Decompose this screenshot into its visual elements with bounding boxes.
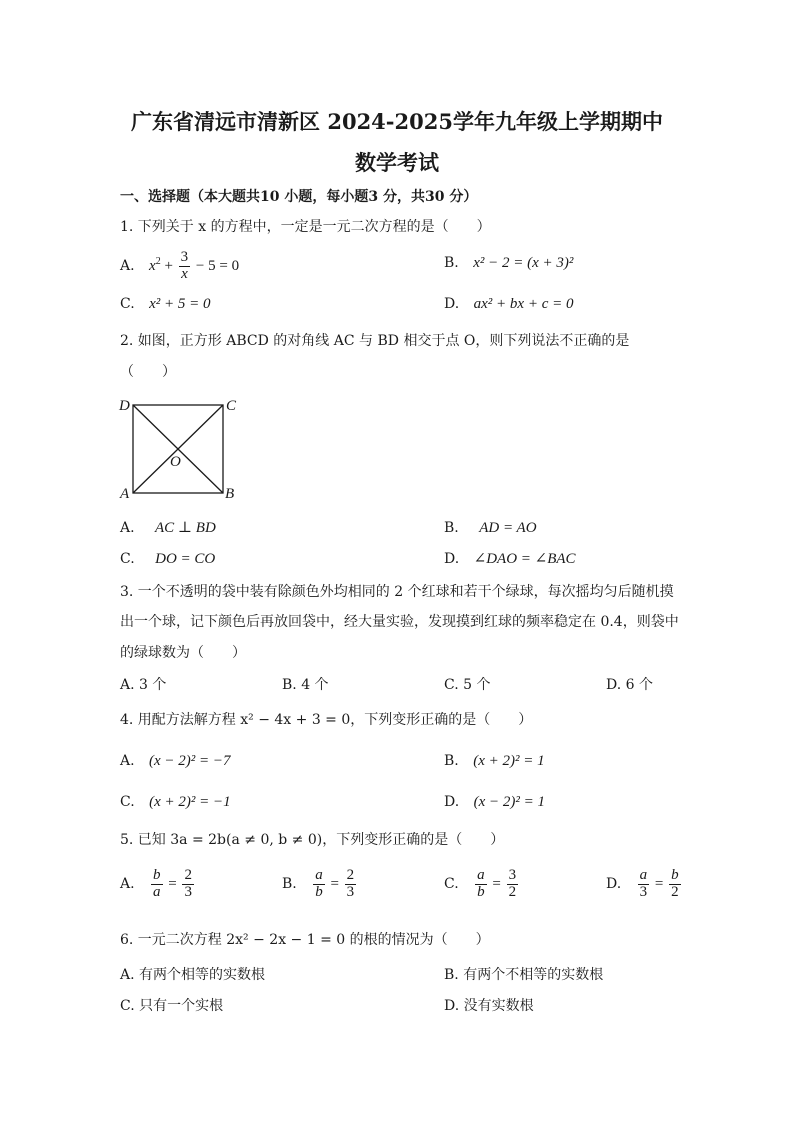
option-label: A. [120, 753, 135, 769]
section-heading: 一、选择题（本大题共10 小题，每小题3 分，共30 分） [120, 189, 478, 205]
option-label: D. [444, 296, 460, 312]
option-label: D. [606, 875, 622, 892]
option-label: A. [120, 257, 135, 274]
option-label: C. [120, 296, 135, 312]
math-expression: AC ⊥ BD [155, 520, 216, 536]
question-3-option-b: B. 4 个 [282, 677, 329, 693]
math-expression: $\frac{a}{3}$ = $\frac{b}{2}$ [639, 867, 679, 900]
question-4-option-a [120, 751, 231, 771]
math-expression: (x − 2)² = −7 [149, 753, 231, 769]
question-3-option-a: A. 3 个 [120, 677, 167, 693]
math-expression: $\frac{a}{b}$ = $\frac{3}{2}$ [477, 867, 517, 900]
question-3-option-c: C. 5 个 [444, 677, 491, 693]
option-label: B. [444, 520, 459, 536]
question-1-option-a [120, 250, 239, 283]
option-label: C. [120, 794, 135, 810]
question-3-stem-line-1: 3. 一个不透明的袋中装有除颜色外均相同的 2 个红球和若干个绿球，每次摇均匀后随机摸 [120, 584, 674, 600]
square-figure [115, 394, 245, 506]
label-d: D [119, 398, 130, 414]
math-expression: $x^2$ + $\frac{3}{x}$ − 5 = 0 [149, 249, 240, 282]
math-expression: ax² + bx + c = 0 [473, 296, 574, 312]
label-o: O [170, 454, 181, 470]
question-3-option-d: D. 6 个 [606, 677, 653, 693]
question-3-stem-line-3: 的绿球数为（ ） [120, 645, 246, 661]
option-label: D. [444, 551, 460, 567]
question-6-stem: 6. 一元二次方程 2x² − 2x − 1 = 0 的根的情况为（ ） [120, 932, 490, 948]
question-2-option-d [444, 549, 576, 569]
math-expression: x² + 5 = 0 [149, 296, 211, 312]
option-label: B. [444, 255, 459, 271]
question-1-option-b [444, 253, 573, 273]
question-2-stem: 2. 如图，正方形 ABCD 的对角线 AC 与 BD 相交于点 O，则下列说法不正确的是 [120, 333, 630, 349]
math-expression: $\frac{a}{b}$ = $\frac{2}{3}$ [315, 867, 355, 900]
math-expression: DO = CO [155, 551, 216, 567]
question-1-option-c [120, 294, 211, 314]
question-2-option-b [444, 518, 537, 538]
question-4-option-c [120, 792, 231, 812]
question-4-option-b [444, 751, 545, 771]
question-5-stem: 5. 已知 3a = 2b(a ≠ 0, b ≠ 0)，下列变形正确的是（ ） [120, 832, 505, 848]
question-6-option-b: B. 有两个不相等的实数根 [444, 967, 604, 983]
question-1-option-d [444, 294, 573, 314]
page-subtitle: 数学考试 [355, 150, 439, 175]
option-label: A. [120, 520, 135, 536]
question-5-option-a [120, 868, 196, 901]
question-2-option-a [120, 518, 216, 538]
math-expression: ∠DAO = ∠BAC [473, 551, 576, 567]
question-6-option-a: A. 有两个相等的实数根 [120, 967, 266, 983]
page-title: 广东省清远市清新区 2024-2025学年九年级上学期期中 [131, 109, 663, 134]
question-2-option-c [120, 549, 215, 569]
question-4-option-d [444, 792, 545, 812]
math-expression: (x + 2)² = −1 [149, 794, 231, 810]
label-a: A [120, 486, 130, 502]
option-label: D. [444, 794, 460, 810]
label-b: B [225, 486, 235, 502]
math-expression: AD = AO [479, 520, 537, 536]
question-6-option-c: C. 只有一个实根 [120, 998, 224, 1014]
option-label: A. [120, 875, 135, 892]
label-c: C [226, 398, 237, 414]
option-label: B. [282, 875, 297, 892]
math-expression: (x − 2)² = 1 [473, 794, 546, 810]
math-expression: (x + 2)² = 1 [473, 753, 545, 769]
question-3-stem-line-2: 出一个球，记下颜色后再放回袋中，经大量实验，发现摸到红球的频率稳定在 0.4，则袋中 [120, 614, 679, 630]
option-label: C. [444, 875, 459, 892]
question-5-option-c [444, 868, 520, 901]
math-expression: x² − 2 = (x + 3)² [473, 255, 574, 271]
question-6-option-d: D. 没有实数根 [444, 998, 534, 1014]
question-1-stem: 1. 下列关于 x 的方程中，一定是一元二次方程的是（ ） [120, 219, 491, 235]
math-expression: $\frac{b}{a}$ = $\frac{2}{3}$ [153, 867, 192, 900]
question-5-option-b [282, 868, 358, 901]
question-4-stem: 4. 用配方法解方程 x² − 4x + 3 = 0，下列变形正确的是（ ） [120, 712, 533, 728]
option-label: B. [444, 753, 459, 769]
option-label: C. [120, 551, 135, 567]
question-5-option-d [606, 868, 683, 901]
question-2-stem-cont: （ ） [120, 364, 176, 380]
